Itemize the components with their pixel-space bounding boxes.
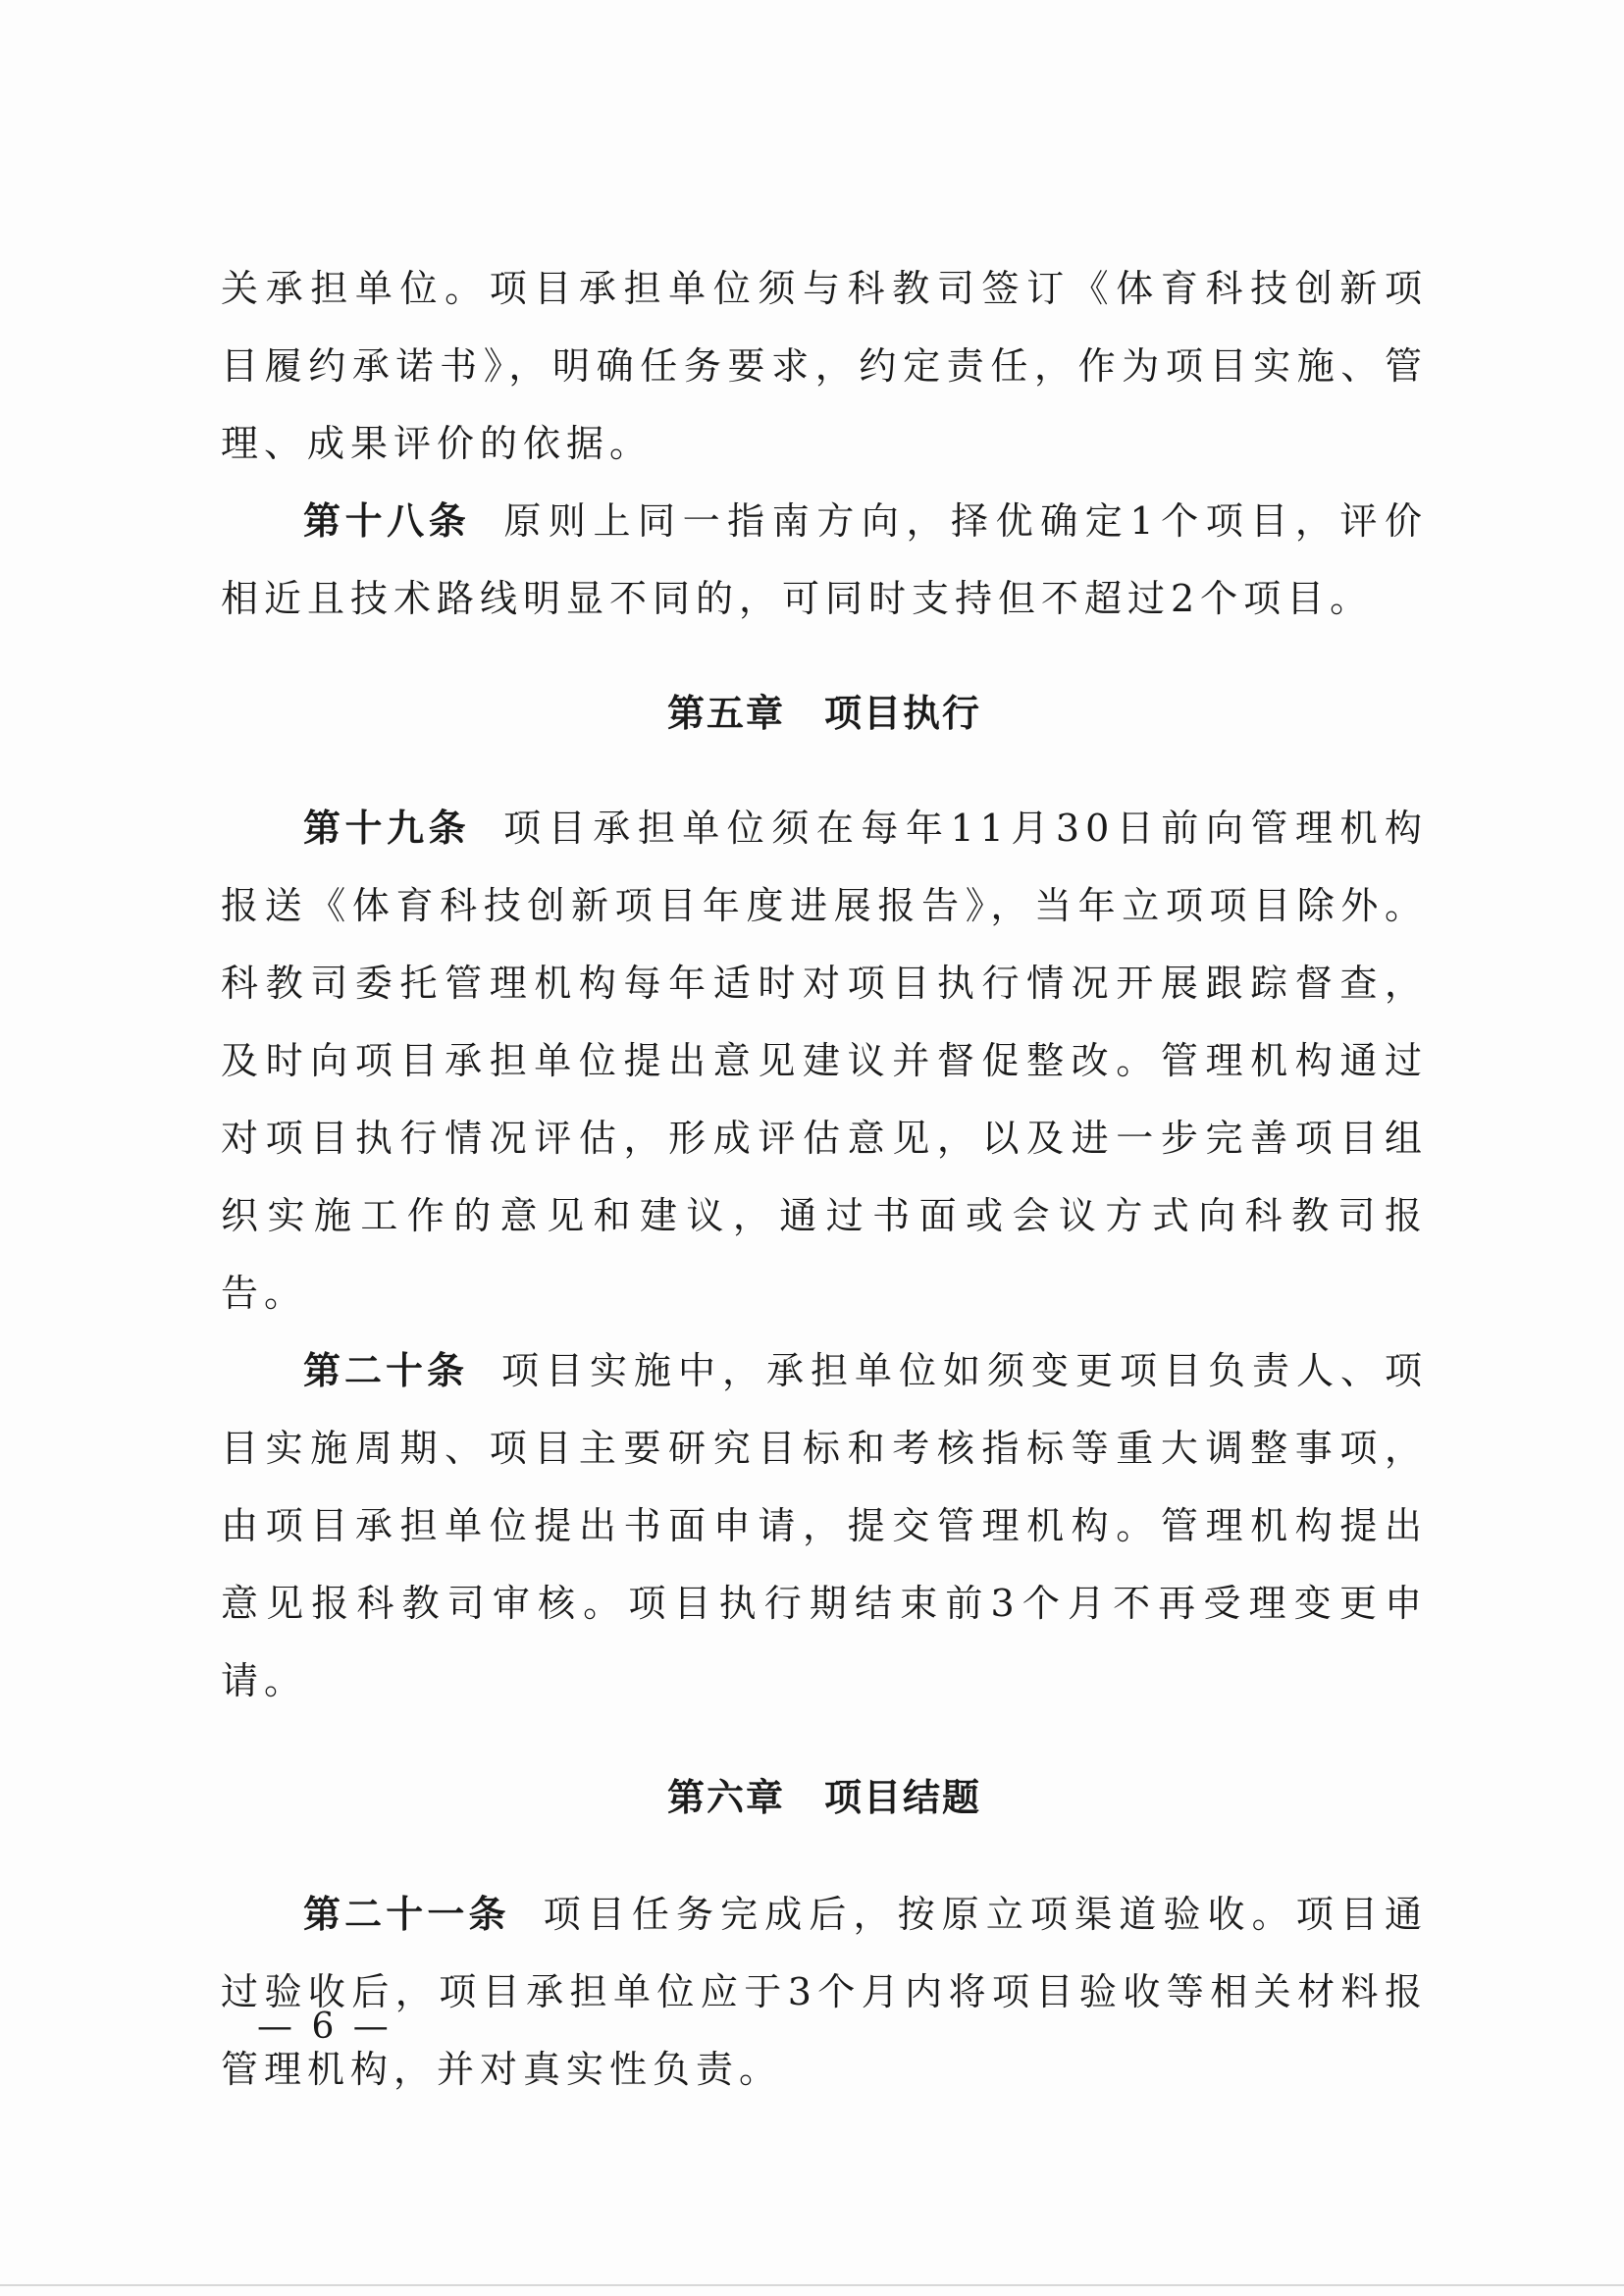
article-20-label: 第二十条 xyxy=(303,1349,468,1392)
scan-edge-line xyxy=(0,2284,1624,2286)
chapter-6-heading xyxy=(221,1759,1428,1837)
article-19 xyxy=(221,790,1428,1332)
chapter-6-title: 项目结题 xyxy=(824,1776,982,1819)
article-19-text: 项目承担单位须在每年11月30日前向管理机构报送《体育科技创新项目年度进展报告》，当年立项项目除外。科教司委托管理机构每年适时对项目执行情况开展跟踪督查，及时向项目承担单位提出意见建议并督促整改。管理机构通过对项目执行情况评估，形成评估意见，以及进一步完善项目组织实施工作的意见和建议，通过书面或会议方式向科教司报告。 xyxy=(221,807,1428,1315)
article-18 xyxy=(221,483,1428,638)
chapter-5-title: 项目执行 xyxy=(824,692,982,735)
document-body xyxy=(221,250,1428,2109)
article-21 xyxy=(221,1876,1428,2109)
paragraph-continuation: 关承担单位。项目承担单位须与科教司签订《体育科技创新项目履约承诺书》，明确任务要求，约定责任，作为项目实施、管理、成果评价的依据。 xyxy=(221,267,1428,465)
page-number: — 6 — xyxy=(257,2007,393,2047)
chapter-5-heading xyxy=(221,675,1428,753)
article-21-text: 项目任务完成后，按原立项渠道验收。项目通过验收后，项目承担单位应于3个月内将项目验收等相关材料报管理机构，并对真实性负责。 xyxy=(221,1893,1428,2091)
article-18-text: 原则上同一指南方向，择优确定1个项目，评价相近且技术路线明显不同的，可同时支持但不超过2个项目。 xyxy=(221,499,1428,620)
article-21-label: 第二十一条 xyxy=(303,1893,510,1936)
chapter-5-number: 第五章 xyxy=(666,692,785,735)
article-18-label: 第十八条 xyxy=(303,499,471,543)
article-20-text: 项目实施中，承担单位如须变更项目负责人、项目实施周期、项目主要研究目标和考核指标等重大调整事项，由项目承担单位提出书面申请，提交管理机构。管理机构提出意见报科教司审核。项目执行期结束前3个月不再受理变更申请。 xyxy=(221,1349,1428,1702)
article-19-label: 第十九条 xyxy=(303,807,471,850)
article-20 xyxy=(221,1332,1428,1720)
chapter-6-number: 第六章 xyxy=(666,1776,785,1819)
